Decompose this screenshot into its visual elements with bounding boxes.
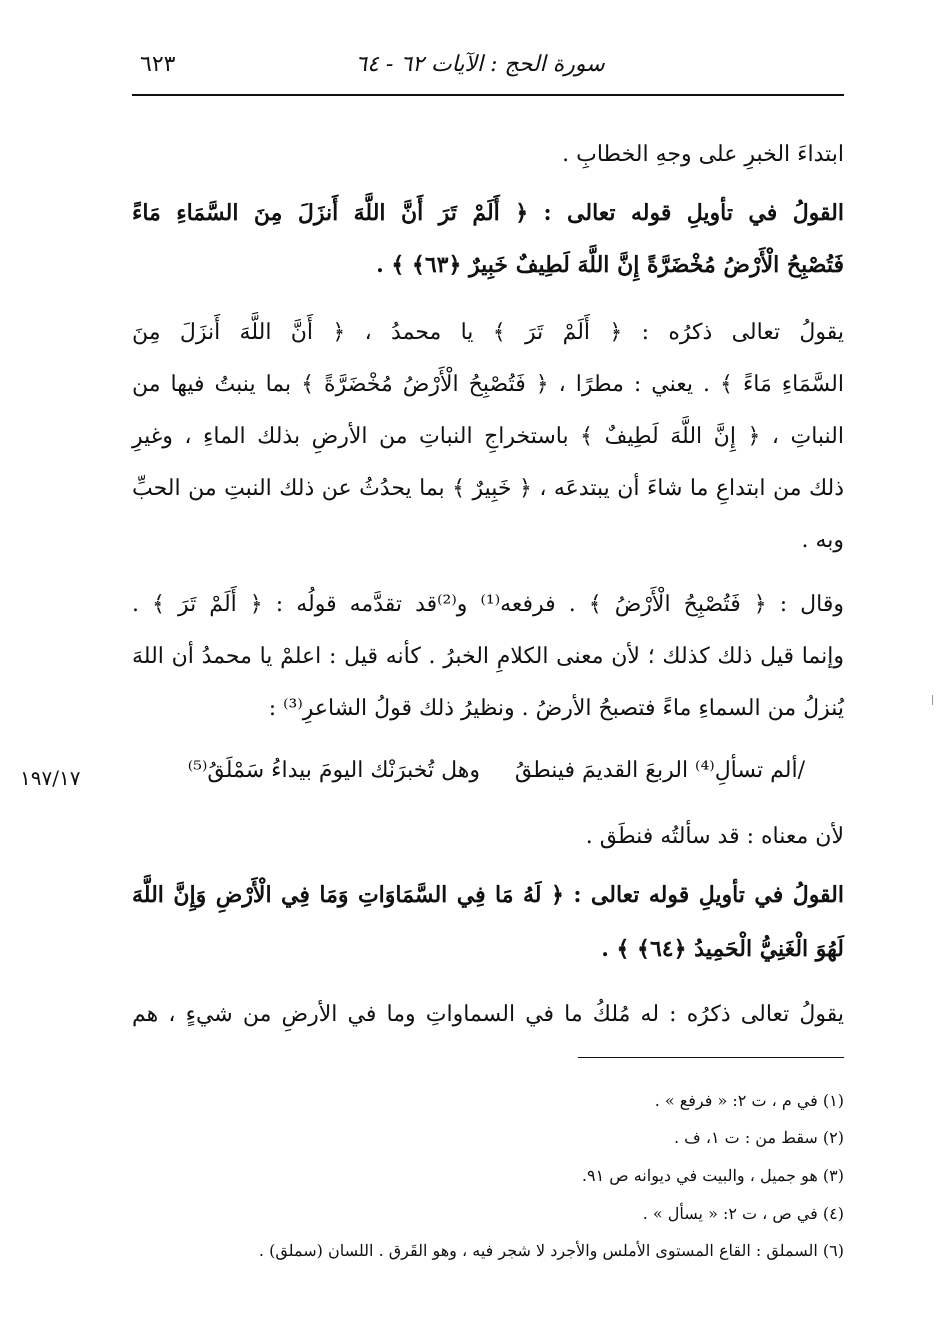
poem-second-hemistich: وهل تُخبرَنْك اليومَ بيداءُ سَمْلَقُ⁽⁵⁾ [187,758,480,783]
heading-verse-64-line-1: القولُ في تأويلِ قوله تعالى : ﴿ لَهُ مَا فِي السَّمَاوَاتِ وَمَا فِي الْأَرْضِ وَإِنَّ اللَّهَ [132,882,844,908]
body-line-5: ذلك من ابتداعِ ما شاءَ أن يبتدعَه ، ﴿ خَبِيرٌ ﴾ بما يحدُثُ عن ذلك النبتِ من الحبِّ [132,476,844,501]
heading-verse-63-line-1: القولُ في تأويلِ قوله تعالى : ﴿ أَلَمْ تَرَ أَنَّ اللَّهَ أَنزَلَ مِنَ السَّمَاءِ مَاءً [132,200,844,226]
footnote-6: (٦) السملق : القاع المستوى الأملس والأجرد لا شجر فيه ، وهو القَرق . اللسان (سملق) . [258,1241,844,1260]
footnote-4: (٤) في ص ، ت ٢: « يسأل » . [642,1204,844,1223]
body-line-11: يقولُ تعالى ذكرُه : له مُلكُ ما في السماواتِ وما في الأرضِ من شيءٍ ، هم [132,1002,844,1027]
body-line-7: وقال : ﴿ فَتُصْبِحُ الْأَرْضُ ﴾ . فرفعه⁽¹⁾ و⁽²⁾قد تقدَّمه قولُه : ﴿ أَلَمْ تَرَ ﴾ . [132,592,844,617]
body-line-2: يقولُ تعالى ذكرُه : ﴿ أَلَمْ تَرَ ﴾ يا محمدُ ، ﴿ أَنَّ اللَّهَ أَنزَلَ مِنَ [132,320,844,345]
page-number: ٦٢٣ [140,52,176,77]
heading-verse-63-line-2: فَتُصْبِحُ الْأَرْضُ مُخْضَرَّةً إِنَّ اللَّهَ لَطِيفٌ خَبِيرٌ ﴿٦٣﴾ ﴾ . [376,252,844,278]
body-line-6: وبه . [801,528,844,553]
body-line-1: ابتداءَ الخبرِ على وجهِ الخطابِ . [562,142,844,167]
body-line-8: وإنما قيل ذلك كذلك ؛ لأن معنى الكلامِ الخبرُ . كأنه قيل : اعلمْ يا محمدُ أن اللهَ [132,644,844,669]
body-line-3: السَّمَاءِ مَاءً ﴾ . يعني : مطرًا ، ﴿ فَتُصْبِحُ الْأَرْضُ مُخْضَرَّةً ﴾ بما ينبتُ فيها من [132,372,844,397]
body-line-9: يُنزلُ من السماءِ ماءً فتصبحُ الأرضُ . ونظيرُ ذلك قولُ الشاعرِ⁽³⁾ : [268,696,844,721]
footnote-rule [578,1057,844,1058]
running-header-title: سورة الحج : الآيات ٦٢ - ٦٤ [355,52,605,77]
margin-tick-mark [932,695,933,705]
margin-volume-page-ref: ١٩٧/١٧ [20,766,81,790]
footnote-2: (٢) سقط من : ت ١، ف . [673,1128,844,1147]
heading-verse-64-line-2: لَهُوَ الْغَنِيُّ الْحَمِيدُ ﴿٦٤﴾ ﴾ . [601,936,844,962]
poem-first-hemistich: /ألم تسألِ⁽⁴⁾ الربعَ القديمَ فينطقُ [514,758,805,783]
body-line-4: النباتِ ، ﴿ إِنَّ اللَّهَ لَطِيفٌ ﴾ باستخراجِ النباتِ من الأرضِ بذلك الماءِ ، وغيرِ [132,424,844,449]
header-rule [132,94,844,96]
body-line-10: لأن معناه : قد سألتُه فنطَق . [585,824,844,849]
footnote-3: (٣) هو جميل ، والبيت في ديوانه ص ٩١. [581,1166,844,1185]
footnote-1: (١) في م ، ت ٢: « فرفع » . [654,1091,844,1110]
